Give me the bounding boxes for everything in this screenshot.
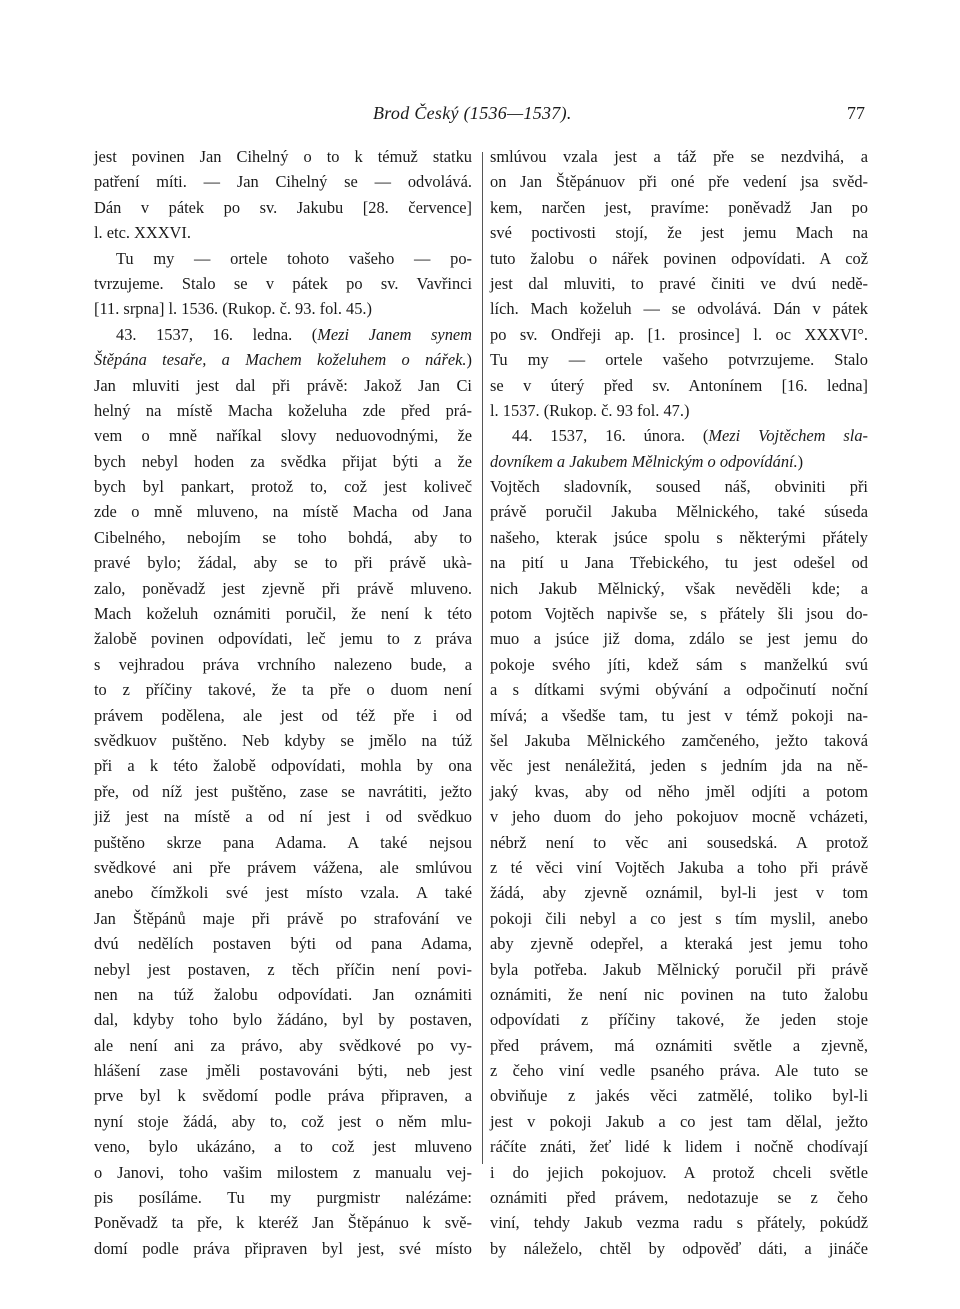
text-line: helný na místě Macha koželuha zde před prá-	[94, 400, 472, 420]
text-line: nébrž není to věc ani sousedská. A protož	[490, 832, 868, 852]
text-line: Poněvadž ta pře, k kteréž Jan Štěpánuo k svě-	[94, 1213, 472, 1233]
text-line: žalobě povinen odpovídati, leč jemu to z práva	[94, 629, 472, 649]
text-line: jest v pokoji Jakub a co jest tam dělal, ježto	[490, 1111, 868, 1131]
text-line: s vejhradou práva vrchního nalezeno bude, a	[94, 654, 472, 674]
column-divider	[482, 152, 483, 1164]
text-line: pře, od níž jest puštěno, zase se navrátiti, ježto	[94, 781, 472, 801]
text-line: by náleželo, chtěl by odpověď dáti, a jináče	[490, 1238, 868, 1258]
italic-heading-run: Mezi Janem synem	[317, 324, 472, 344]
text-line: před právem, má oznámiti světle a zjevně,	[490, 1035, 868, 1055]
text-line: nebyl jest postaven, z těch příčin není povi-	[94, 959, 472, 979]
text-line: Cibelného, nebojím se toho bohdá, aby to	[94, 527, 472, 547]
text-line: nen na túž žalobu odpovídati. Jan oznámiti	[94, 984, 472, 1004]
text-line: našeho, kterak jsúce spolu s některými přátely	[490, 527, 868, 547]
text-line: puštěno skrze pana Adama. A také nejsou	[94, 832, 472, 852]
text-line: i do jejich pokojuov. A protož chceli světle	[490, 1162, 868, 1182]
text-line: při a k této žalobě odpovídati, mohla by ona	[94, 756, 472, 776]
text-run: )	[797, 451, 804, 471]
text-line: dal, kdyby toho bylo žádáno, byl by postaven,	[94, 1010, 472, 1030]
text-line: Tu my — ortele vašeho potvrzujeme. Stalo	[490, 350, 868, 370]
text-line: tuto žalobu o nářek povinen odpovídati. A což	[490, 248, 868, 268]
text-line: bych byl pankart, protož to, což jest koliveč	[94, 477, 472, 497]
text-line: lích. Mach koželuh — se odvolává. Dán v pátek	[490, 299, 868, 319]
text-line: prve byl k svědomí podle práva připraven, a	[94, 1086, 472, 1106]
text-line: a s dítkami svými obývání a odpočinutí noční	[490, 680, 868, 700]
text-line: ráčíte znáti, žeť lidé k lidem i nočně chodívají	[490, 1137, 868, 1157]
text-line: smlúvou vzala jest a táž pře se nezdvihá, a	[490, 147, 868, 166]
text-line: on Jan Štěpánuov při oné pře vedení jsa svěd-	[490, 172, 868, 192]
text-line	[94, 322, 472, 347]
text-line: potom Vojtěch napivše se, s přátely šli jsou do-	[490, 604, 868, 624]
text-line: pokoje svého jíti, kdež sám s manželkú svú	[490, 654, 868, 674]
text-line: právě poručil Jakuba Mělnického, také súseda	[490, 502, 868, 522]
text-line: se v úterý před sv. Antonínem [16. ledna]	[490, 375, 868, 395]
text-line: veno, bylo ukázáno, a to což jest mluveno	[94, 1137, 472, 1157]
text-line: z čeho viní vedle psaného práva. Ale tuto se	[490, 1061, 868, 1081]
text-line: dvú nedělích postaven býti od pana Adama,	[94, 934, 472, 954]
text-line: Vojtěch sladovník, soused náš, obviniti při	[490, 477, 868, 497]
text-line	[94, 347, 472, 372]
text-line: Dán v pátek po sv. Jakubu [28. července]	[94, 197, 472, 217]
text-line: to z příčiny takové, že ta pře o duom není	[94, 680, 472, 700]
text-line: pokoji čili nebyl a co jest s tím myslil, anebo	[490, 908, 868, 928]
text-line: byla potřeba. Jakub Mělnický poručil při právě	[490, 959, 868, 979]
text-line	[490, 449, 868, 474]
text-line: pis posíláme. Tu my purgmistr nalézáme:	[94, 1188, 472, 1208]
text-line: pravé bylo; žádal, aby se to při právě ukà-	[94, 553, 472, 573]
text-line: zde o mně mluveno, na místě Macha od Jana	[94, 502, 472, 522]
text-line: oznámiti, že není nic povinen na tuto žalobu	[490, 984, 868, 1004]
text-line: [11. srpna] l. 1536. (Rukop. č. 93. fol. 45.)	[94, 299, 372, 319]
text-line: nich Jakub Mělnický, však nevěděli kde; a	[490, 578, 868, 598]
text-line: právem podělena, ale jest od též pře i od	[94, 705, 472, 725]
text-line: domí podle práva připraven byl jest, své místo	[94, 1238, 472, 1258]
text-line: viní, tehdy Jakub vezma radu s přátely, pokúdž	[490, 1213, 868, 1233]
text-line: l. etc. XXXVI.	[94, 223, 191, 243]
text-line: z té věci viní Vojtěch Jakuba a toho při právě	[490, 857, 868, 877]
text-line: mívá; a všedše tam, tu jest v témž pokoji na-	[490, 705, 868, 725]
left-text-column	[94, 144, 472, 1261]
text-line: jest dal mluviti, to pravé činiti ve dvú nedě-	[490, 273, 868, 293]
text-line: v jeho duom do jeho pokojuov mocně vcházeti,	[490, 807, 868, 827]
text-line: hlášení zase jměli postavováni býti, neb jest	[94, 1061, 472, 1081]
text-line: Jan Štěpánů maje při právě po strafování ve	[94, 908, 472, 928]
text-line: po sv. Ondřeji ap. [1. prosince] l. oc XXXVI°.	[490, 324, 868, 344]
text-line: svědkové ani pře právem vážena, ale smlúvou	[94, 857, 472, 877]
text-line: l. 1537. (Rukop. č. 93 fol. 47.)	[490, 400, 690, 420]
text-line: aby zjevně odepřel, a kteraká jest jemu toho	[490, 934, 868, 954]
text-line: žádá, aby zjevně oznámil, byl-li jest v tom	[490, 883, 868, 903]
text-line: na pití u Jana Třebického, tu jest odešel od	[490, 553, 868, 573]
text-line: věc jest nenáležitá, jeden s jedním jda na ně-	[490, 756, 868, 776]
text-line: jest povinen Jan Cihelný o to k témuž statku	[94, 147, 472, 166]
page-number: 77	[847, 103, 865, 123]
text-line: kem, narčen jest, pravíme: poněvadž Jan po	[490, 197, 868, 217]
page-header	[95, 103, 865, 133]
text-line: zalo, poněvadž jest zjevně při právě mluveno.	[94, 578, 472, 598]
text-line: Tu my — ortele tohoto vašeho — po-	[116, 248, 472, 268]
text-line: svědkuov puštěno. Neb kdyby se jmělo na túž	[94, 730, 472, 750]
text-line	[490, 423, 868, 448]
text-line: Mach koželuh oznámiti poručil, že není k této	[94, 604, 472, 624]
text-line: muo a jsúce již doma, zdálo se jest jemu do	[490, 629, 868, 649]
text-line: oznámiti před právem, nedotazuje se z čeho	[490, 1188, 868, 1208]
text-run: )	[466, 350, 472, 370]
text-line: šel Jakuba Mělnického zamčeného, ježto taková	[490, 730, 868, 750]
text-line: tvrzujeme. Stalo se v pátek po sv. Vavřinci	[94, 273, 472, 293]
text-line: o Janovi, toho vašim milostem z manualu vej-	[94, 1162, 472, 1182]
text-line: vem o mně naříkal slovy neduovodnými, že	[94, 426, 472, 446]
text-line: nyní stoje žádá, aby to, což jest o něm mlu-	[94, 1111, 472, 1131]
text-line: anebo čímžkoli své jest místo vzala. A také	[94, 883, 472, 903]
right-text-column	[490, 144, 868, 1261]
text-line: Jan mluviti jest dal při právě: Jakož Jan Ci	[94, 375, 472, 395]
text-run: 43. 1537, 16. ledna. (	[116, 324, 318, 344]
text-line: odpovídati z příčiny takové, že jeden stoje	[490, 1010, 868, 1030]
text-line: ale není ani za právo, aby svědkové po vy-	[94, 1035, 472, 1055]
text-line: jaký kvas, aby od něho jměl odjíti a potom	[490, 781, 868, 801]
text-run: 44. 1537, 16. února. (	[512, 426, 709, 446]
text-line: již jest na místě a od ní jest i od svědkuo	[94, 807, 472, 827]
running-title: Brod Český (1536—1537).	[373, 103, 572, 123]
italic-heading-run: dovníkem a Jakubem Mělnickým o odpovídání.	[490, 451, 798, 471]
italic-heading-run: Štěpána tesaře, a Machem koželuhem o nářek.	[94, 350, 467, 370]
italic-heading-run: Mezi Vojtěchem sla-	[708, 426, 868, 446]
text-line: patření míti. — Jan Cihelný se — odvolává.	[94, 172, 472, 192]
text-line: bych nebyl hoden za svědka přijat býti a že	[94, 451, 472, 471]
text-line: své poctivosti stojí, že jest jemu Mach na	[490, 223, 868, 243]
text-line: obviňuje z jakés věci zatmělé, toliko byl-li	[490, 1086, 868, 1106]
